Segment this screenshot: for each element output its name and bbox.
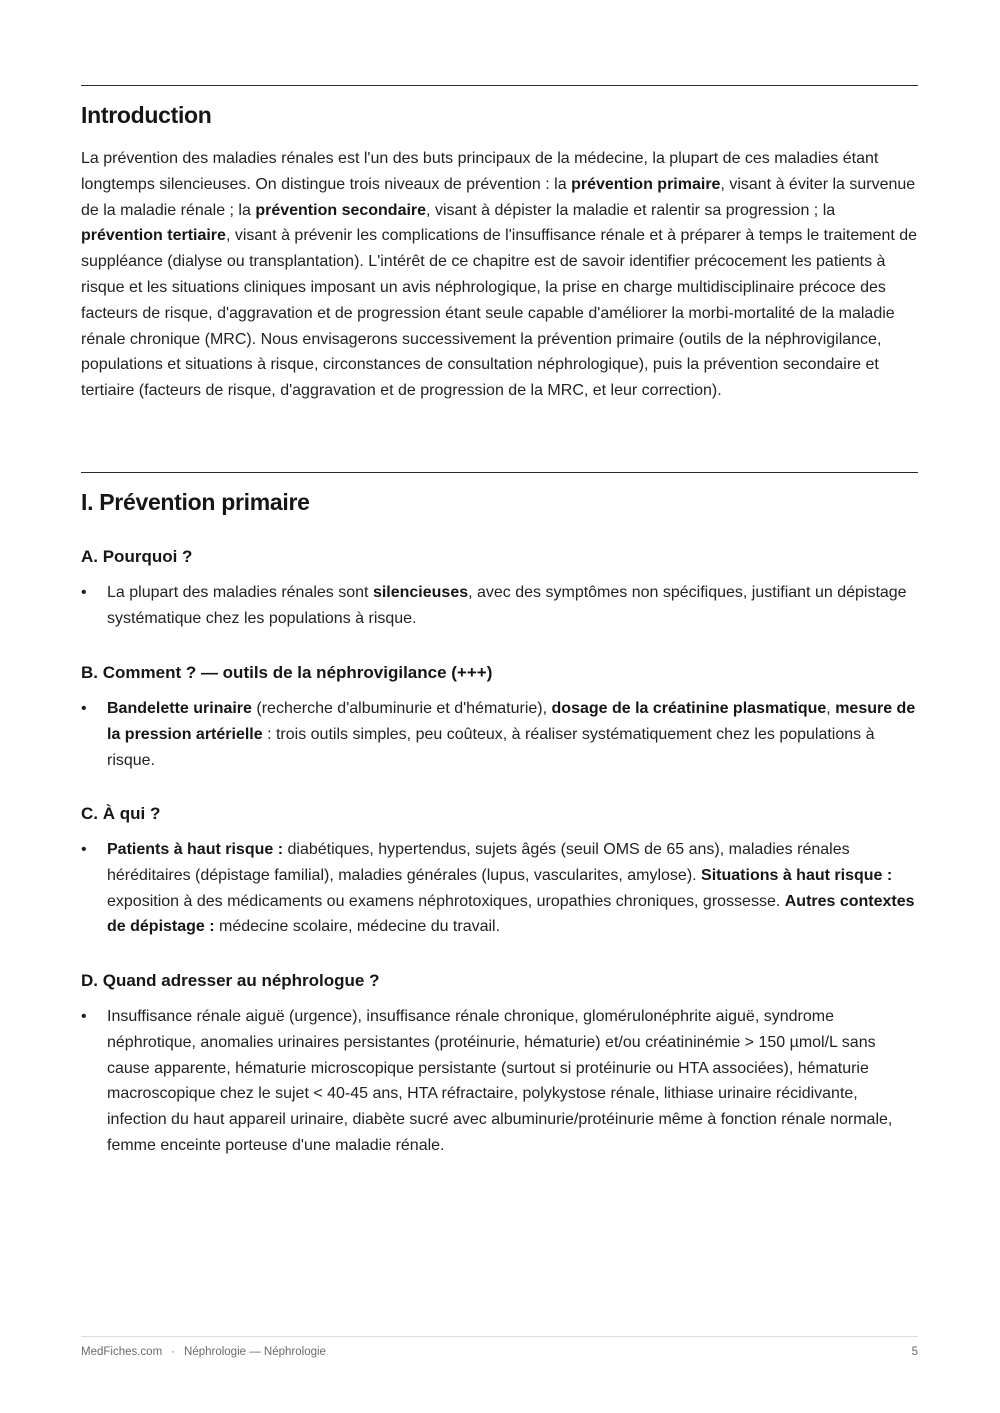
term-bandelette-urinaire: Bandelette urinaire bbox=[107, 700, 252, 717]
section-heading-prevention-primaire: I. Prévention primaire bbox=[81, 489, 310, 515]
page-footer bbox=[81, 1336, 918, 1358]
section-divider bbox=[81, 472, 918, 473]
term-autres-contextes: Autres contextes de dépistage : bbox=[107, 892, 915, 936]
term-pression-arterielle: mesure de la pression artérielle bbox=[107, 700, 916, 743]
term-dosage-creatinine: dosage de la créatinine plasmatique bbox=[551, 700, 827, 717]
subsection-heading-quand-adresser: D. Quand adresser au néphrologue ? bbox=[81, 971, 380, 990]
intro-text: , visant à prévenir les complications de l'insuffisance rénale et à préparer à temps le traitement de suppléance (dialyse ou transplantation). L'intérêt de ce chapitre est de savoir identifier précocement les patients à risque et les situations cliniques imposant un avis néphrologique, la prise en charge multidisciplinaire précoce des facteurs de risque, d'aggravation et de progression étant seule capable d'améliorer la morbi-mortalité de la maladie rénale chronique (MRC). Nous envisagerons successivement la prévention primaire (outils de la néphrovigilance, populations et situations à risque, circonstances de consultation néphrologique), puis la prévention secondaire et tertiaire (facteurs de risque, d'aggravation et de progression de la MRC, et leur correction). bbox=[81, 227, 918, 400]
subsection-heading-pourquoi: A. Pourquoi ? bbox=[81, 547, 193, 566]
footer-left bbox=[81, 1346, 326, 1358]
subsection-heading-comment: B. Comment ? — outils de la néphrovigilance (+++) bbox=[81, 663, 493, 682]
introduction-paragraph bbox=[81, 146, 921, 404]
bullet-list-a-qui bbox=[81, 837, 918, 940]
intro-text: La prévention des maladies rénales est l'un des buts principaux de la médecine, la plupart de ces maladies étant longtemps silencieuses. On distingue trois niveaux de prévention : la bbox=[81, 150, 879, 193]
bullet-list-pourquoi bbox=[81, 580, 918, 632]
footer-separator: · bbox=[171, 1346, 176, 1358]
intro-text: , visant à dépister la maladie et ralentir sa progression ; la bbox=[426, 201, 836, 219]
bullet-list-quand-adresser bbox=[81, 1004, 918, 1159]
term-silencieuses: silencieuses bbox=[372, 584, 469, 601]
list-item: • La plupart des maladies rénales sont silencieuses, avec des symptômes non spécifiques, justifiant un dépistage systématique chez les populations à risque. bbox=[81, 580, 918, 632]
footer-category: Néphrologie — Néphrologie bbox=[184, 1346, 326, 1358]
term-patients-haut-risque: Patients à haut risque : bbox=[107, 841, 284, 858]
bullet-list-comment bbox=[81, 696, 918, 773]
term-prevention-primaire: prévention primaire bbox=[571, 175, 721, 193]
footer-site-name: MedFiches.com bbox=[81, 1346, 163, 1358]
list-item: • Patients à haut risque : diabétiques, hypertendus, sujets âgés (seuil OMS de 65 ans), maladies rénales héréditaires (dépistage familial), maladies générales (lupus, vascularites, amylose). Situations à haut risque : exposition à des médicaments ou examens néphrotoxiques, uropathies chroniques, grossesse. Autres contextes de dépistage : médecine scolaire, médecine du travail. bbox=[81, 837, 918, 940]
section-heading-introduction: Introduction bbox=[81, 102, 212, 128]
term-prevention-tertiaire: prévention tertiaire bbox=[81, 227, 226, 245]
list-item: • Insuffisance rénale aiguë (urgence), insuffisance rénale chronique, glomérulonéphrite aiguë, syndrome néphrotique, anomalies urinaires persistantes (protéinurie, hématurie) et/ou créatininémie > 150 µmol/L sans cause apparente, hématurie microscopique persistante (surtout si protéinurie ou HTA associées), hématurie macroscopique chez le sujet < 40-45 ans, HTA réfractaire, polykystose rénale, lithiase urinaire récidivante, infection du haut appareil urinaire, diabète sucré avec albuminurie/protéinurie même à fonction rénale normale, femme enceinte porteuse d'une maladie rénale. bbox=[81, 1004, 918, 1159]
page-number: 5 bbox=[911, 1346, 918, 1358]
section-divider bbox=[81, 85, 918, 86]
list-item: • Bandelette urinaire (recherche d'albuminurie et d'hématurie), dosage de la créatinine plasmatique, mesure de la pression artérielle : trois outils simples, peu coûteux, à réaliser systématiquement chez les populations à risque. bbox=[81, 696, 918, 773]
term-situations-haut-risque: Situations à haut risque : bbox=[701, 866, 893, 884]
term-prevention-secondaire: prévention secondaire bbox=[255, 201, 427, 219]
subsection-heading-a-qui: C. À qui ? bbox=[81, 804, 161, 823]
intro-text: , visant à éviter la survenue de la maladie rénale ; la bbox=[81, 175, 916, 219]
